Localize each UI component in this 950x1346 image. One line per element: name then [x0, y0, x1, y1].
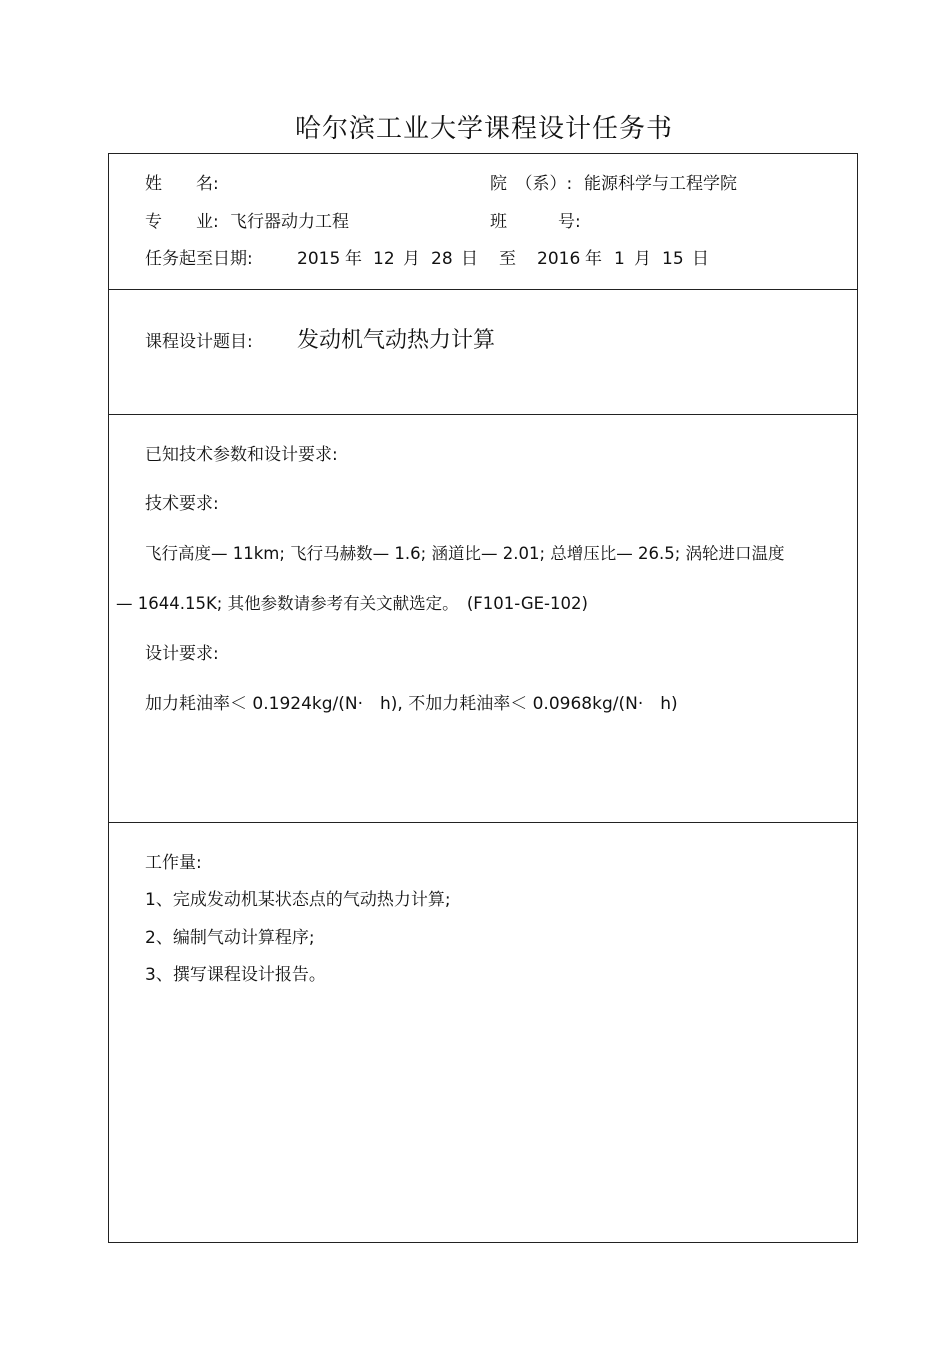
workload-item: 3、撰写课程设计报告。 [145, 965, 326, 985]
tech-heading: 技术要求: [145, 494, 219, 514]
design-heading: 设计要求: [145, 644, 219, 664]
end-month: 1 [614, 249, 625, 269]
start-year: 2015 [297, 249, 341, 269]
start-day-unit: 日 [461, 249, 478, 269]
dates-label: 任务起至日期: [145, 249, 253, 269]
major-label: 专 业: [145, 212, 219, 232]
name-label: 姓 名: [145, 174, 219, 194]
start-month: 12 [373, 249, 395, 269]
divider-topic [108, 414, 858, 415]
major-value: 飞行器动力工程 [230, 212, 349, 232]
dept-label: 院 （系）: [490, 174, 573, 194]
divider-requirements [108, 822, 858, 823]
design-line: 加力耗油率＜ 0.1924kg/(N· h), 不加力耗油率＜ 0.0968kg/(N· h) [145, 694, 678, 714]
start-year-unit: 年 [345, 249, 362, 269]
topic-value: 发动机气动热力计算 [297, 328, 496, 353]
class-label: 班 号: [490, 212, 581, 232]
end-day-unit: 日 [692, 249, 709, 269]
end-day: 15 [662, 249, 684, 269]
dept-value: 能源科学与工程学院 [584, 174, 737, 194]
workload-heading: 工作量: [145, 853, 202, 873]
topic-label: 课程设计题目: [145, 332, 253, 352]
document-title: 哈尔滨工业大学课程设计任务书 [294, 114, 673, 144]
end-month-unit: 月 [634, 249, 651, 269]
end-year-unit: 年 [585, 249, 602, 269]
tech-line-2: — 1644.15K; 其他参数请参考有关文献选定。 (F101-GE-102) [116, 594, 588, 613]
start-month-unit: 月 [403, 249, 420, 269]
workload-item: 2、编制气动计算程序; [145, 928, 315, 948]
tech-line-1: 飞行高度— 11km; 飞行马赫数— 1.6; 涵道比— 2.01; 总增压比— 26.5; 涡轮进口温度 [145, 544, 785, 563]
divider-info [108, 289, 858, 290]
workload-item: 1、完成发动机某状态点的气动热力计算; [145, 890, 451, 910]
date-to: 至 [499, 249, 516, 269]
requirements-heading: 已知技术参数和设计要求: [145, 445, 338, 465]
end-year: 2016 [537, 249, 581, 269]
start-day: 28 [431, 249, 453, 269]
